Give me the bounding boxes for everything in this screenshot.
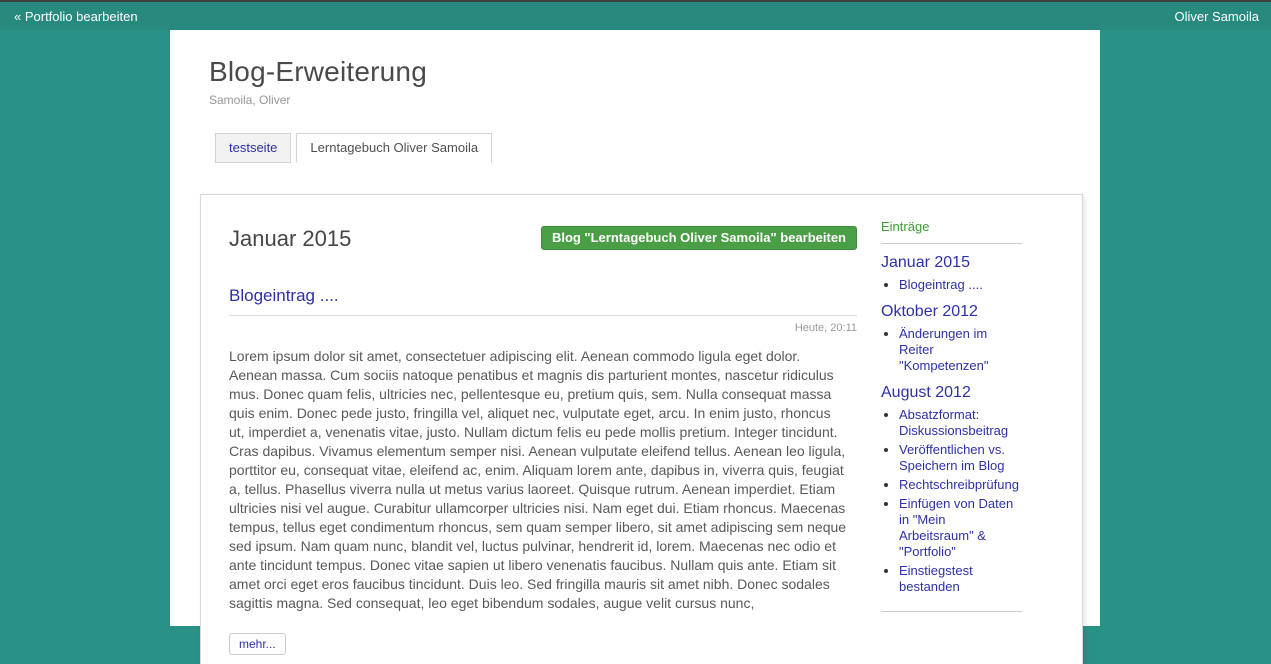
more-button[interactable]: mehr... [229, 633, 286, 655]
back-to-portfolio-link[interactable]: « Portfolio bearbeiten [14, 8, 138, 24]
list-item [899, 407, 1022, 439]
list-item [899, 477, 1022, 493]
sidebar-entry-link[interactable]: Änderungen im Reiter "Kompetenzen" [899, 326, 989, 373]
tab-lerntagebuch[interactable]: Lerntagebuch Oliver Samoila [296, 133, 492, 163]
tab-testseite[interactable]: testseite [215, 133, 291, 163]
sidebar-group-januar-2015 [881, 254, 1022, 293]
page-title: Blog-Erweiterung [209, 56, 427, 87]
sidebar-entry-link[interactable]: Einfügen von Daten in "Mein Arbeitsraum" & "Portfolio" [899, 496, 1014, 559]
list-item [899, 277, 1022, 293]
sidebar-group-oktober-2012 [881, 303, 1022, 374]
sidebar-entry-link[interactable]: Veröffentlichen vs. Speichern im Blog [899, 442, 1005, 473]
sidebar-entry-link[interactable]: Rechtschreibprüfung [899, 477, 1019, 492]
blog-entry [229, 286, 857, 655]
sidebar-month-link[interactable]: Januar 2015 [881, 254, 970, 271]
sidebar-bottom-divider [881, 611, 1022, 612]
sidebar-entry-link[interactable]: Einstiegstest bestanden [899, 563, 973, 594]
top-navigation-bar [0, 0, 1271, 30]
entry-body-text: Lorem ipsum dolor sit amet, consectetuer adipiscing elit. Aenean commodo ligula eget dolor. Aenean massa. Cum sociis natoque penatibus et magnis dis parturient montes, nascetur ridiculus mus. Donec quam felis, ultricies nec, pellentesque eu, pretium quis, sem. Nulla consequat massa quis enim. Donec pede justo, fringilla vel, aliquet nec, vulputate eget, arcu. In enim justo, rhoncus ut, imperdiet a, venenatis vitae, justo. Nullam dictum felis eu pede mollis pretium. Integer tincidunt. Cras dapibus. Vivamus elementum semper nisi. Aenean vulputate eleifend tellus. Aenean leo ligula, porttitor eu, consequat vitae, eleifend ac, enim. Aliquam lorem ante, dapibus in, viverra quis, feugiat a, tellus. Phasellus viverra nulla ut metus varius laoreet. Quisque rutrum. Aenean imperdiet. Etiam ultricies nisi vel augue. Curabitur ullamcorper ultricies nisi. Nam eget dui. Etiam rhoncus. Maecenas tempus, tellus eget condimentum rhoncus, sem quam semper libero, sit amet adipiscing sem neque sed ipsum. Nam quam nunc, blandit vel, luctus pulvinar, hendrerit id, lorem. Maecenas nec odio et ante tincidunt tempus. Donec vitae sapien ut libero venenatis faucibus. Nullam quis ante. Etiam sit amet orci eget eros faucibus tincidunt. Duis leo. Sed fringilla mauris sit amet nibh. Donec sodales sagittis magna. Sed consequat, leo eget bibendum sodales, augue velit cursus nunc, [229, 348, 847, 611]
list-item [899, 496, 1022, 560]
blog-content-panel [200, 194, 1083, 664]
list-item [899, 326, 1022, 374]
sidebar-month-link[interactable]: Oktober 2012 [881, 303, 978, 320]
entry-timestamp: Heute, 20:11 [794, 322, 857, 334]
month-heading: Januar 2015 [229, 226, 352, 251]
edit-blog-button[interactable]: Blog "Lerntagebuch Oliver Samoila" bearbeiten [541, 226, 857, 250]
sidebar-divider [881, 243, 1022, 244]
entries-sidebar [857, 195, 1060, 664]
sidebar-group-august-2012 [881, 384, 1022, 595]
view-tabs [215, 133, 1100, 162]
blog-main-column [201, 195, 857, 664]
logged-in-user: Oliver Samoila [1174, 8, 1259, 24]
page-author: Samoila, Oliver [209, 93, 291, 107]
entry-divider [229, 315, 857, 316]
list-item [899, 563, 1022, 595]
sidebar-entry-link[interactable]: Absatzformat: Diskussionsbeitrag [899, 407, 1009, 438]
sidebar-title: Einträge [881, 219, 930, 234]
page-container [170, 30, 1100, 651]
blog-entry-title-link[interactable]: Blogeintrag .... [229, 286, 339, 305]
sidebar-entry-link[interactable]: Blogeintrag .... [899, 277, 983, 292]
sidebar-month-link[interactable]: August 2012 [881, 384, 971, 401]
list-item [899, 442, 1022, 474]
